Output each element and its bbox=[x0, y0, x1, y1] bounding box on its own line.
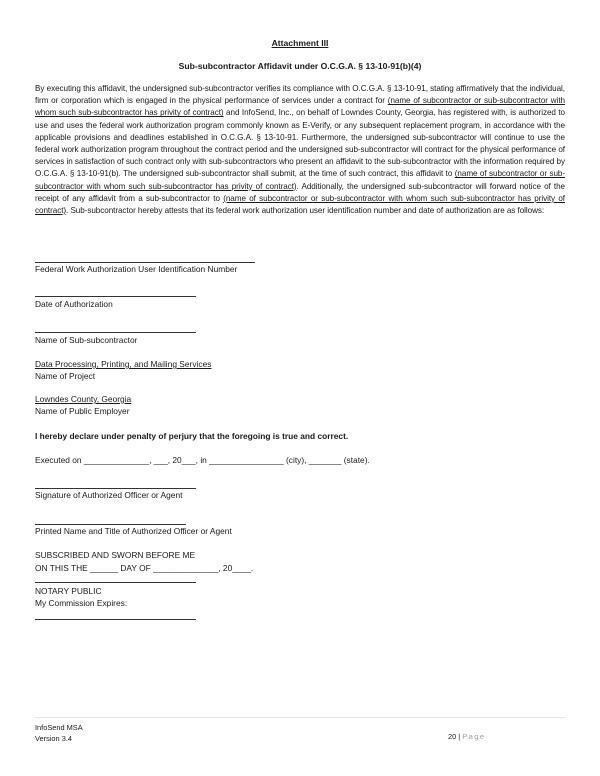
underlined-placeholder-text: (name of subcontractor or sub-subcontractor with whom such sub-subcontractor has privity of contract) bbox=[35, 96, 565, 118]
underlined-placeholder-text: (name of subcontractor or sub-subcontractor with whom such sub-subcontractor has privity of contract) bbox=[35, 193, 565, 216]
footer-doc-name: InfoSend MSA bbox=[35, 723, 83, 732]
printed-name-line bbox=[35, 524, 186, 525]
printed-name-label: Printed Name and Title of Authorized Officer or Agent bbox=[35, 526, 232, 536]
paragraph-text: and InfoSend, Inc., on behalf of Lowndes County, Georgia, has registered with, is authorized to use and uses the federal work authorization program commonly known as E-Verify, or any subsequent replacement program, in accordance with the applicable provisions and deadlines established in O.C.G.A. § 13-10-91. Furthermore, the undersigned sub-subcontractor will continue to use the federal work authorization program throughout the contract period and the undersigned sub-subcontractor will contract for the physical performance of services in satisfaction of such contract only with sub-subcontractors who present an affidavit to the sub-subcontractor with the information required by O.C.G.A. § 13-10-91(b). The undersigned sub-subcontractor shall submit, at the time of such contract, this affidavit to bbox=[35, 108, 565, 179]
executed-on-line: Executed on ______________, ___, 20___, in ________________ (city), _______ (state). bbox=[35, 455, 370, 465]
paragraph-text: . Additionally, the undersigned sub-subcontractor will forward notice of the receipt of any affidavit from a sub-subcontractor to bbox=[35, 181, 565, 203]
sub-name-line bbox=[35, 332, 196, 333]
project-label: Name of Project bbox=[35, 371, 96, 381]
date-authorization-line bbox=[35, 296, 196, 297]
attachment-title: Attachment III bbox=[271, 38, 329, 48]
affidavit-body-paragraph bbox=[35, 83, 565, 217]
federal-id-signature-line bbox=[35, 262, 255, 263]
federal-id-label: Federal Work Authorization User Identification Number bbox=[35, 264, 238, 274]
sworn-line-2: ON THIS THE ______ DAY OF ______________, 20____. bbox=[35, 563, 254, 573]
paragraph-text: . Sub-subcontractor hereby attests that its federal work authorization user identification number and date of authorization are as follows: bbox=[66, 206, 545, 216]
date-authorization-label: Date of Authorization bbox=[35, 299, 113, 309]
perjury-declaration: I hereby declare under penalty of perjury that the foregoing is true and correct. bbox=[35, 431, 349, 441]
signature-line bbox=[35, 488, 196, 489]
page-word: Page bbox=[462, 732, 486, 741]
signature-label: Signature of Authorized Officer or Agent bbox=[35, 490, 183, 500]
commission-expires-label: My Commission Expires: bbox=[35, 598, 128, 608]
footer-version: Version 3.4 bbox=[35, 734, 72, 743]
page-separator: | bbox=[456, 732, 463, 741]
employer-value: Lowndes County, Georgia bbox=[35, 394, 132, 404]
footer-divider bbox=[35, 717, 565, 718]
notary-signature-line bbox=[35, 582, 196, 583]
sworn-line-1: SUBSCRIBED AND SWORN BEFORE ME bbox=[35, 550, 196, 560]
commission-expires-line bbox=[35, 619, 196, 620]
sub-name-label: Name of Sub-subcontractor bbox=[35, 335, 138, 345]
notary-public-label: NOTARY PUBLIC bbox=[35, 586, 102, 596]
paragraph-text: By executing this affidavit, the undersigned sub-subcontractor verifies its compliance with O.C.G.A. § 13-10-91, stating affirmatively that the individual, firm or corporation which is engaged in the physical performance of services under a contract for bbox=[35, 84, 565, 106]
footer-page-number bbox=[448, 732, 486, 741]
project-value: Data Processing, Printing, and Mailing Services bbox=[35, 359, 212, 369]
employer-label: Name of Public Employer bbox=[35, 406, 130, 416]
affidavit-subtitle: Sub-subcontractor Affidavit under O.C.G.A. § 13-10-91(b)(4) bbox=[178, 61, 422, 71]
underlined-placeholder-text: (name of subcontractor or sub-subcontractor with whom such sub-subcontractor has privity of contract) bbox=[35, 169, 565, 191]
footer-left bbox=[35, 722, 83, 744]
page-number: 20 bbox=[448, 732, 457, 741]
